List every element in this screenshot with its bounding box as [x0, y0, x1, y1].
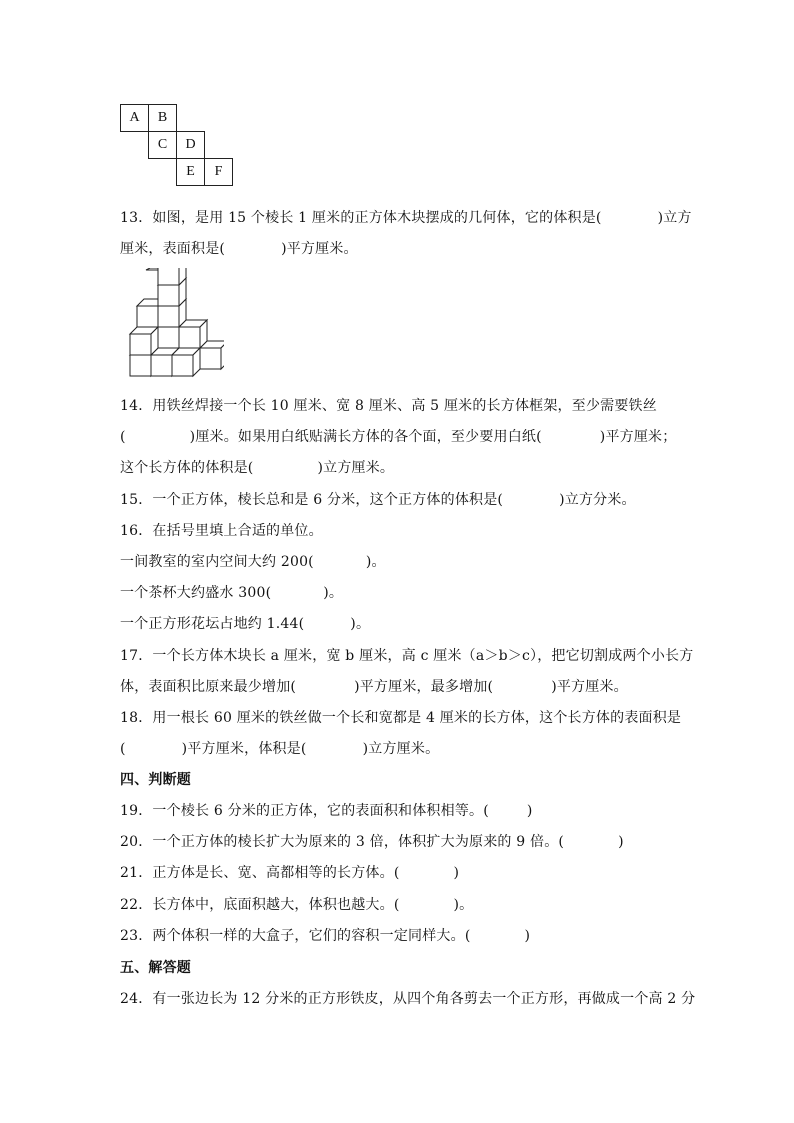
question-16-item-1-text: 一间教室的室内空间大约 200( — [120, 554, 314, 570]
question-13-text-a: 13．如图，是用 15 个棱长 1 厘米的正方体木块摆成的几何体，它的体积是( — [120, 210, 602, 226]
question-24: 24．有一张边长为 12 分米的正方形铁皮，从四个角各剪去一个正方形，再做成一个高 2 分 — [120, 991, 696, 1007]
net-cell-b: B — [148, 104, 177, 132]
question-19-end: ) — [526, 803, 533, 819]
question-15-text-a: 15．一个正方体，棱长总和是 6 分米，这个正方体的体积是( — [120, 492, 504, 508]
question-17-text-a: 体，表面积比原来最少增加( — [120, 679, 297, 695]
question-16-title: 16．在括号里填上合适的单位。 — [120, 523, 323, 539]
question-14-line-2 — [120, 426, 676, 446]
question-14-text-c: )厘米。如果用白纸贴满长方体的各个面，至少要用白纸( — [189, 429, 542, 445]
question-22-end: )。 — [453, 897, 474, 913]
question-17-text-b: )平方厘米，最多增加( — [354, 679, 494, 695]
question-22-text: 22．长方体中，底面积越大，体积也越大。( — [120, 897, 400, 913]
question-21-text: 21．正方体是长、宽、高都相等的长方体。( — [120, 865, 400, 881]
unit-cube — [179, 320, 207, 348]
question-13-line-1 — [120, 207, 692, 227]
question-16-item-3 — [120, 613, 370, 633]
question-23-end: ) — [524, 928, 531, 944]
question-18-text-b: )平方厘米，体积是( — [181, 741, 307, 757]
question-20-end: ) — [618, 834, 624, 850]
question-18-text-a: ( — [120, 741, 126, 757]
question-14-text-f: )立方厘米。 — [317, 460, 395, 476]
question-17-text-c: )平方厘米。 — [551, 679, 628, 695]
question-16-item-1 — [120, 551, 386, 571]
cube-net-figure — [120, 104, 240, 192]
question-14-line-3 — [120, 457, 394, 477]
question-13-text-b: )立方 — [657, 210, 692, 226]
question-16-item-3-end: )。 — [350, 616, 371, 632]
net-cell-d: D — [176, 131, 205, 159]
question-15 — [120, 489, 636, 509]
question-19-text: 19．一个棱长 6 分米的正方体，它的表面积和体积相等。( — [120, 803, 489, 819]
unit-cube — [200, 341, 224, 369]
unit-cube — [158, 268, 186, 285]
question-23-text: 23．两个体积一样的大盒子，它们的容积一定同样大。( — [120, 928, 471, 944]
question-14-text-e: 这个长方体的体积是( — [120, 460, 254, 476]
net-cell-e: E — [176, 158, 205, 186]
question-16-item-3-text: 一个正方形花坛占地约 1.44( — [120, 616, 305, 632]
question-17-line-2 — [120, 676, 628, 696]
question-13-text-c: 厘米，表面积是( — [120, 241, 226, 257]
section-5-heading: 五、解答题 — [120, 960, 191, 976]
question-18-line-1: 18．用一根长 60 厘米的铁丝做一个长和宽都是 4 厘米的长方体，这个长方体的表面积是 — [120, 710, 682, 726]
net-cell-a: A — [120, 104, 149, 132]
net-cell-c: C — [148, 131, 177, 159]
question-21-end: ) — [453, 865, 460, 881]
question-23 — [120, 925, 530, 945]
question-14-text-a: 14．用铁丝焊接一个长 10 厘米、宽 8 厘米、高 5 厘米的长方体框架，至少需要铁丝 — [120, 398, 657, 414]
question-20 — [120, 831, 624, 851]
question-14-line-1 — [120, 395, 657, 415]
question-13-line-2 — [120, 238, 358, 258]
unit-cube — [130, 327, 158, 355]
question-16-item-2 — [120, 582, 343, 602]
question-17-line-1: 17．一个长方体木块长 a 厘米，宽 b 厘米，高 c 厘米（a＞b＞c），把它切割成两个小长方 — [120, 648, 694, 664]
question-14-text-d: )平方厘米； — [599, 429, 677, 445]
question-21 — [120, 862, 459, 882]
question-14-text-b: ( — [120, 429, 126, 445]
question-18-line-2 — [120, 738, 439, 758]
question-19 — [120, 800, 533, 820]
question-18-text-c: )立方厘米。 — [362, 741, 440, 757]
net-cell-f: F — [204, 158, 233, 186]
unit-cube — [172, 348, 200, 376]
stacked-cubes-figure — [128, 268, 224, 380]
question-22 — [120, 894, 473, 914]
section-4-heading: 四、判断题 — [120, 772, 191, 788]
question-13-text-d: )平方厘米。 — [281, 241, 358, 257]
question-16-item-2-end: )。 — [323, 585, 344, 601]
question-16-item-1-end: )。 — [365, 554, 386, 570]
question-16-item-2-text: 一个茶杯大约盛水 300( — [120, 585, 272, 601]
question-15-text-b: )立方分米。 — [559, 492, 636, 508]
question-20-text: 20．一个正方体的棱长扩大为原来的 3 倍，体积扩大为原来的 9 倍。( — [120, 834, 565, 850]
